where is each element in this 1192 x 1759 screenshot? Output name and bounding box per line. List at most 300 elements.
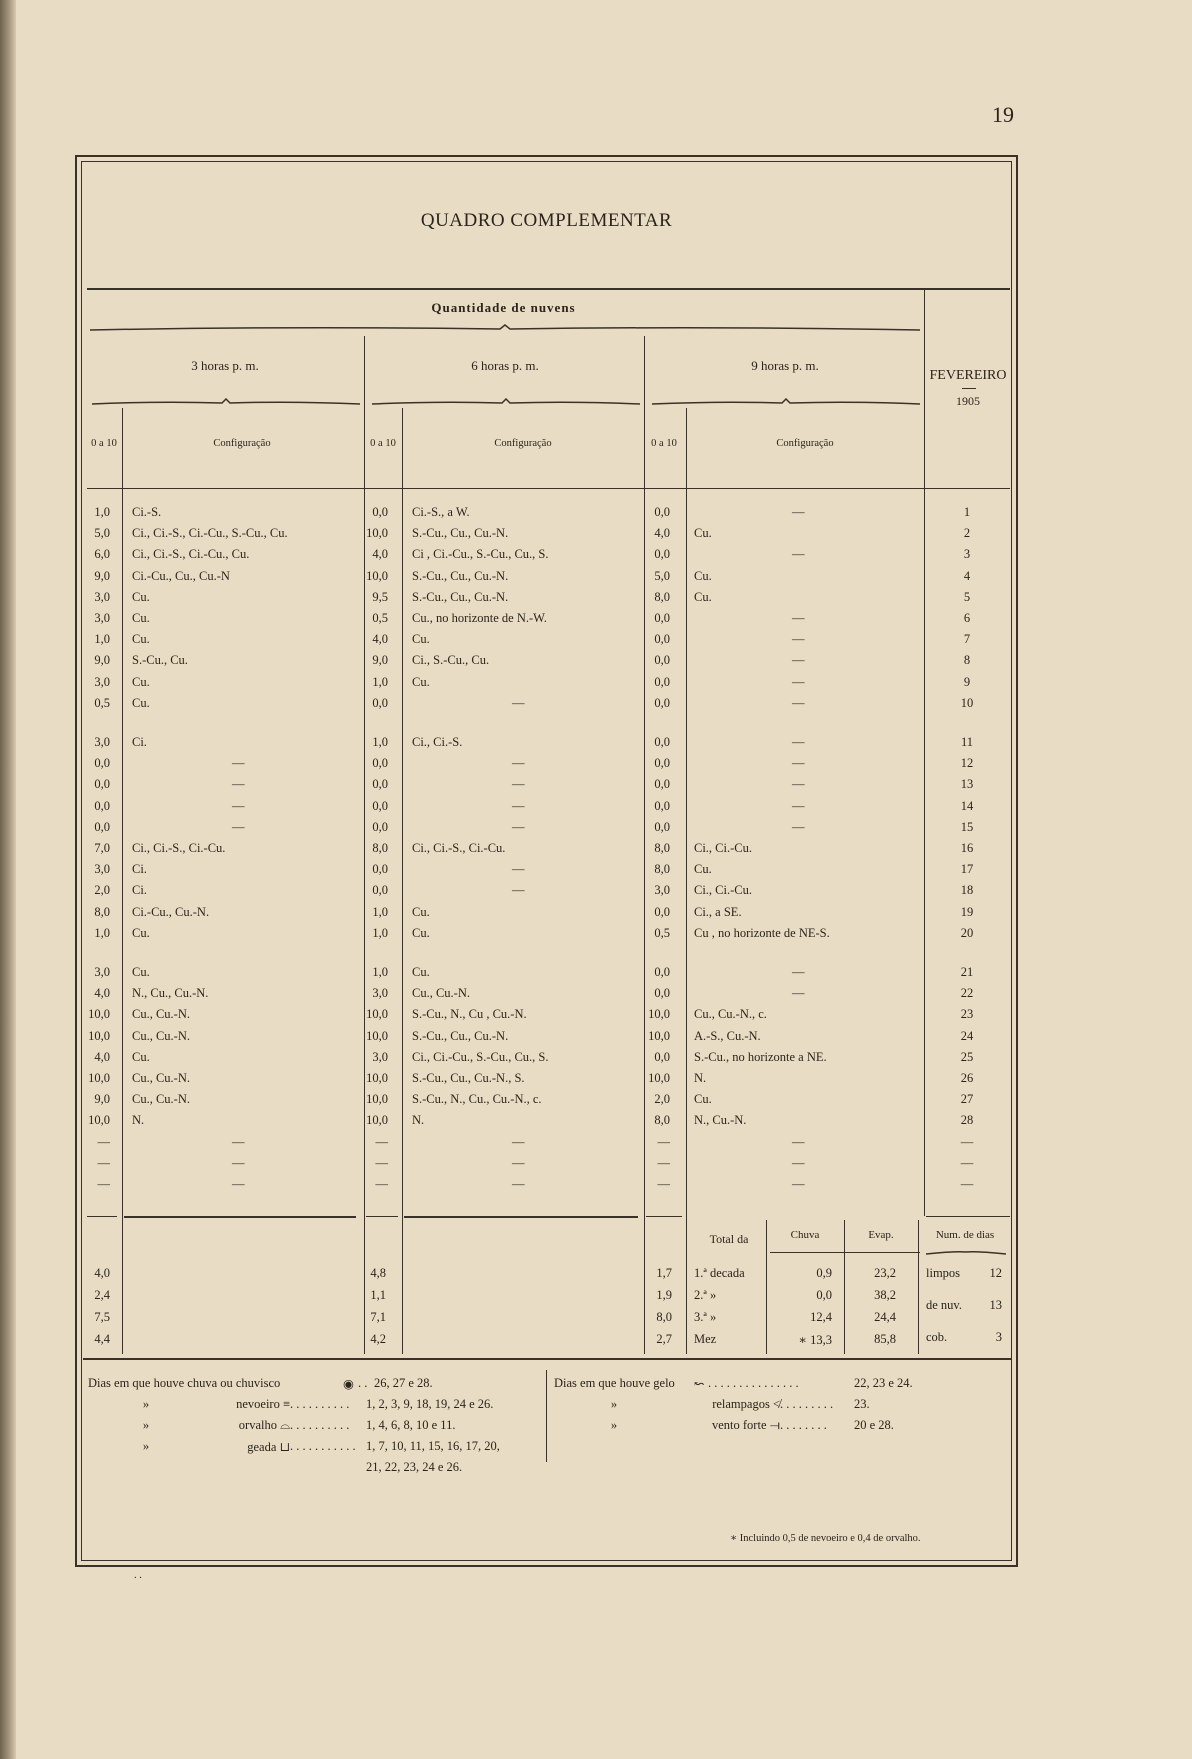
cloud-amount-9pm: 0,0 [654, 695, 670, 710]
period-3pm-header: 3 horas p. m. [191, 358, 259, 373]
note-value: 1, 7, 10, 11, 15, 16, 17, 20, [366, 1439, 500, 1453]
cloud-config-3pm: Ci.-Cu., Cu.-N. [132, 904, 210, 919]
note-dots: . . . . . . . . . . . . . . . [708, 1376, 799, 1390]
cloud-amount-3pm: 3,0 [94, 735, 110, 749]
day-number: 22 [960, 986, 974, 1001]
cloud-config-9pm: — [792, 695, 805, 710]
cloud-amount-3pm: 3,0 [94, 611, 110, 625]
cloud-amount-6pm: 10,0 [366, 1071, 388, 1085]
cloud-config-6pm: — [512, 777, 525, 792]
cloud-amount-9pm: 0,0 [654, 1049, 670, 1064]
summary-mean-9pm: 1,7 [656, 1266, 672, 1280]
notes-divider [546, 1370, 547, 1462]
note-label: orvalho ⌓ [238, 1418, 290, 1432]
summary-rule-3 [366, 1216, 398, 1217]
cloud-config-9pm: S.-Cu., no horizonte a NE. [694, 1049, 827, 1064]
cloud-amount-3pm: 0,0 [94, 798, 110, 813]
summary-evap: 85,8 [874, 1332, 896, 1346]
cloud-amount-3pm: 1,0 [94, 505, 110, 519]
cloud-amount-6pm: 0,0 [372, 798, 388, 813]
cloud-config-6pm: S.-Cu., Cu., Cu.-N. [412, 568, 509, 583]
cloud-config-9pm: — [792, 611, 805, 625]
bottom-dots: . . [134, 1570, 142, 1581]
note-dots: . . [358, 1376, 368, 1390]
cloud-amount-6pm: 0,5 [372, 611, 388, 625]
summary-period-label: Mez [694, 1332, 717, 1346]
days-limpos-value: 12 [989, 1266, 1002, 1280]
day-number: 13 [960, 777, 974, 792]
cloud-config-6pm: Cu. [412, 925, 430, 940]
cloud-amount-9pm: 0,0 [654, 674, 670, 689]
summ-vline-e [122, 1216, 123, 1354]
day-number: 15 [960, 819, 974, 834]
notes-rule [83, 1358, 1012, 1360]
day-number: — [960, 1134, 974, 1149]
cloud-config-9pm: — [792, 505, 805, 519]
cloud-amount-3pm: 3,0 [94, 862, 110, 877]
summ-vline-c [918, 1220, 919, 1354]
cloud-config-9pm: — [792, 756, 805, 771]
vline-month [924, 290, 925, 1216]
cloud-config-3pm: — [232, 1134, 245, 1149]
cloud-config-3pm: — [232, 798, 245, 813]
day-number: 11 [960, 735, 974, 749]
month-dash [962, 388, 976, 389]
day-number: 5 [963, 589, 971, 604]
cloud-amount-6pm: 10,0 [366, 1028, 388, 1043]
cloud-amount-3pm: 0,0 [94, 819, 110, 834]
cloud-amount-6pm: 10,0 [366, 526, 388, 541]
cloud-config-3pm: Cu. [132, 611, 150, 625]
cloud-amount-9pm: 8,0 [654, 1113, 670, 1128]
note-ditto: » [142, 1397, 150, 1411]
cloud-config-3pm: Ci.-S. [132, 505, 162, 519]
cloud-amount-3pm: — [97, 1155, 110, 1170]
cloud-amount-6pm: 1,0 [372, 965, 388, 979]
cloud-config-6pm: — [512, 695, 525, 710]
cloud-config-3pm: S.-Cu., Cu. [132, 653, 188, 668]
cloud-amount-3pm: 8,0 [94, 904, 110, 919]
cloud-amount-6pm: — [375, 1155, 388, 1170]
cloud-amount-6pm: 0,0 [372, 505, 388, 519]
day-number: 16 [960, 841, 974, 855]
cloud-amount-9pm: 8,0 [654, 862, 670, 877]
cloud-config-3pm: — [232, 756, 245, 771]
cloud-amount-9pm: 0,5 [654, 925, 670, 940]
cloud-config-9pm: — [792, 547, 805, 562]
cloud-config-6pm: — [512, 862, 525, 877]
cloud-amount-6pm: 10,0 [366, 1092, 388, 1107]
cloud-config-9pm: N., Cu.-N. [694, 1113, 747, 1128]
cloud-amount-3pm: 9,0 [94, 568, 110, 583]
cloud-amount-3pm: 4,0 [94, 986, 110, 1001]
cloud-amount-3pm: 10,0 [88, 1113, 110, 1128]
cloud-amount-6pm: 9,5 [372, 589, 388, 604]
cloud-config-6pm: Cu. [412, 632, 430, 647]
note-label: relampagos ≮ [712, 1397, 780, 1411]
summary-mean-3pm: 4,4 [94, 1332, 110, 1346]
scale-3pm: 0 a 10 [91, 438, 117, 449]
cloud-amount-9pm: 0,0 [654, 819, 670, 834]
cloud-amount-9pm: 8,0 [654, 841, 670, 855]
summary-period-label: 3.ª » [694, 1310, 717, 1324]
cloud-amount-6pm: 3,0 [372, 1049, 388, 1064]
cloud-config-9pm: Ci., Ci.-Cu. [694, 841, 752, 855]
summary-mean-9pm: 1,9 [656, 1288, 672, 1302]
cloud-config-3pm: — [232, 1177, 245, 1191]
day-number: 9 [963, 674, 971, 689]
period-9pm-header: 9 horas p. m. [751, 358, 819, 373]
note-rain-prefix: Dias em que houve chuva ou chuvisco [88, 1376, 281, 1390]
note-label: vento forte ⟞ [712, 1418, 780, 1432]
cloud-amount-3pm: 6,0 [94, 547, 110, 562]
day-number: 6 [963, 611, 971, 625]
summary-mean-3pm: 2,4 [94, 1288, 110, 1302]
note-dots: . . . . . . . . . . . [290, 1439, 356, 1453]
cloud-config-6pm: Cu. [412, 904, 430, 919]
day-number: 12 [960, 756, 974, 771]
cloud-config-3pm: Ci. [132, 883, 147, 898]
summary-chuva: 12,4 [810, 1310, 832, 1324]
cloud-amount-9pm: 0,0 [654, 735, 670, 749]
config-3pm: Configuração [213, 438, 271, 449]
note-value: 20 e 28. [854, 1418, 894, 1432]
cloud-amount-9pm: 2,0 [654, 1092, 670, 1107]
cloud-config-3pm: — [232, 1155, 245, 1170]
cloud-amount-9pm: — [657, 1177, 670, 1191]
summary-rule-4 [404, 1216, 638, 1218]
cloud-config-6pm: — [512, 1134, 525, 1149]
note-value: 22, 23 e 24. [854, 1376, 913, 1390]
cloud-config-9pm: — [792, 653, 805, 668]
summary-mean-6pm: 4,2 [370, 1332, 386, 1346]
cloud-amount-3pm: 5,0 [94, 526, 110, 541]
cloud-amount-6pm: 3,0 [372, 986, 388, 1001]
day-number: — [960, 1155, 974, 1170]
cloud-config-6pm: — [512, 1177, 525, 1191]
days-nuv-label: de nuv. [926, 1298, 962, 1312]
cloud-config-6pm: — [512, 883, 525, 898]
cloud-amount-3pm: 9,0 [94, 1092, 110, 1107]
cloud-amount-9pm: 10,0 [648, 1028, 670, 1043]
cloud-config-9pm: — [792, 632, 805, 647]
day-number: 25 [960, 1049, 974, 1064]
scale-9pm: 0 a 10 [651, 438, 677, 449]
cloud-amount-9pm: 0,0 [654, 653, 670, 668]
numdias-swash [926, 1248, 1006, 1256]
month-label: FEVEREIRO [929, 368, 1007, 383]
cloud-config-3pm: Ci., Ci.-S., Ci.-Cu., S.-Cu., Cu. [132, 526, 288, 541]
cloud-config-6pm: N. [412, 1113, 425, 1128]
note-label: nevoeiro ≡ [236, 1397, 290, 1411]
cloud-amount-9pm: — [657, 1134, 670, 1149]
note-dots: . . . . . . . . . . [290, 1418, 350, 1432]
cloud-config-6pm: S.-Cu., N., Cu , Cu.-N. [412, 1007, 527, 1022]
cloud-amount-9pm: 0,0 [654, 904, 670, 919]
summary-mean-9pm: 8,0 [656, 1310, 672, 1324]
cloud-amount-3pm: 0,0 [94, 777, 110, 792]
cloud-config-6pm: — [512, 1155, 525, 1170]
cloud-config-9pm: — [792, 674, 805, 689]
cloud-config-9pm: A.-S., Cu.-N. [694, 1028, 761, 1043]
cloud-amount-3pm: 9,0 [94, 653, 110, 668]
day-number: 3 [963, 547, 971, 562]
note-value: 26, 27 e 28. [374, 1376, 433, 1390]
summary-header-total: Total da [709, 1232, 749, 1246]
cloud-amount-6pm: 10,0 [366, 1007, 388, 1022]
day-number: 27 [960, 1092, 974, 1107]
cloud-config-6pm: — [512, 756, 525, 771]
cloud-amount-9pm: 0,0 [654, 505, 670, 519]
scale-6pm: 0 a 10 [370, 438, 396, 449]
cloud-amount-9pm: 0,0 [654, 986, 670, 1001]
cloud-config-9pm: N. [694, 1071, 707, 1085]
summary-header-rule-a [770, 1252, 920, 1253]
cloud-config-6pm: Cu., no horizonte de N.-W. [412, 611, 547, 625]
cloud-config-3pm: Cu., Cu.-N. [132, 1028, 190, 1043]
vline-3pm-sep [122, 408, 123, 1216]
cloud-config-9pm: — [792, 798, 805, 813]
note-ditto: » [610, 1418, 618, 1432]
note-value: 1, 2, 3, 9, 18, 19, 24 e 26. [366, 1397, 494, 1411]
period-9pm-swash [652, 398, 920, 406]
cloud-amount-3pm: 3,0 [94, 965, 110, 979]
book-spine [0, 0, 16, 1759]
cloud-amount-6pm: 1,0 [372, 925, 388, 940]
days-cob-label: cob. [926, 1330, 948, 1344]
cloud-config-3pm: Cu. [132, 695, 150, 710]
cloud-config-9pm: — [792, 819, 805, 834]
cloud-config-9pm: Ci., a SE. [694, 904, 742, 919]
summary-header-numdias: Num. de dias [935, 1229, 995, 1241]
cloud-amount-9pm: 10,0 [648, 1007, 670, 1022]
year-label: 1905 [956, 394, 980, 408]
cloud-config-3pm: Cu. [132, 589, 150, 604]
cloud-amount-6pm: 1,0 [372, 735, 388, 749]
cloud-config-9pm: Cu. [694, 526, 712, 541]
cloud-amount-6pm: 0,0 [372, 756, 388, 771]
config-6pm: Configuração [494, 438, 552, 449]
cloud-amount-3pm: 7,0 [94, 841, 110, 855]
cloud-config-6pm: Ci , Ci.-Cu., S.-Cu., Cu., S. [412, 547, 549, 562]
cloud-config-9pm: Ci., Ci.-Cu. [694, 883, 752, 898]
cloud-config-3pm: — [232, 777, 245, 792]
cloud-config-6pm: Ci.-S., a W. [412, 505, 470, 519]
summary-evap: 38,2 [874, 1288, 896, 1302]
rain-icon: ◉ [343, 1377, 354, 1391]
day-number: 10 [960, 695, 974, 710]
summary-rule-1 [87, 1216, 117, 1217]
summ-vline-d [686, 1216, 687, 1354]
cloud-config-9pm: — [792, 965, 805, 979]
day-number: — [960, 1177, 974, 1191]
cloud-amount-6pm: 10,0 [366, 1113, 388, 1128]
summary-period-label: 1.ª decada [694, 1266, 745, 1280]
cloud-amount-3pm: 2,0 [94, 883, 110, 898]
days-limpos-label: limpos [926, 1266, 961, 1280]
cloud-config-3pm: Cu., Cu.-N. [132, 1092, 190, 1107]
cloud-config-9pm: Cu , no horizonte de NE-S. [694, 925, 830, 940]
cloud-config-6pm: — [512, 798, 525, 813]
cloud-amount-9pm: 10,0 [648, 1071, 670, 1085]
cloud-config-6pm: Ci., Ci.-S. [412, 735, 463, 749]
cloud-config-9pm: — [792, 735, 805, 749]
footnote: ∗ Incluindo 0,5 de nevoeiro e 0,4 de orvalho. [730, 1533, 921, 1544]
cloud-amount-6pm: 0,0 [372, 819, 388, 834]
cloud-amount-9pm: 8,0 [654, 589, 670, 604]
cloud-config-6pm: Cu. [412, 674, 430, 689]
summary-header-chuva: Chuva [790, 1229, 820, 1241]
summary-rule-2 [124, 1216, 356, 1218]
note-dots: . . . . . . . . . . [290, 1397, 350, 1411]
section-header: Quantidade de nuvens [431, 300, 576, 315]
summary-rule-6 [926, 1216, 1010, 1217]
cloud-amount-3pm: — [97, 1177, 110, 1191]
note-value: 21, 22, 23, 24 e 26. [366, 1460, 463, 1474]
vline-9pm-sep [686, 408, 687, 1216]
summary-rule-5 [646, 1216, 682, 1217]
cloud-amount-9pm: 5,0 [654, 568, 670, 583]
summary-mean-9pm: 2,7 [656, 1332, 672, 1346]
cloud-config-6pm: Cu., Cu.-N. [412, 986, 470, 1001]
cloud-config-9pm: — [792, 1134, 805, 1149]
cloud-config-6pm: S.-Cu., Cu., Cu.-N. [412, 1028, 509, 1043]
cloud-config-6pm: Cu. [412, 965, 430, 979]
note-value: 23. [854, 1397, 870, 1411]
cloud-amount-6pm: 4,0 [372, 547, 388, 562]
cloud-amount-6pm: 1,0 [372, 904, 388, 919]
section-swash [90, 324, 920, 332]
cloud-config-3pm: Cu. [132, 925, 150, 940]
day-number: 24 [960, 1028, 974, 1043]
cloud-amount-6pm: 8,0 [372, 841, 388, 855]
cloud-config-3pm: Ci.-Cu., Cu., Cu.-N [132, 568, 230, 583]
note-ditto: » [610, 1397, 618, 1411]
cloud-amount-6pm: 1,0 [372, 674, 388, 689]
summary-chuva: ∗ 13,3 [798, 1333, 832, 1347]
cloud-amount-6pm: — [375, 1177, 388, 1191]
summary-mean-6pm: 7,1 [370, 1310, 386, 1324]
cloud-amount-3pm: 1,0 [94, 632, 110, 647]
cloud-amount-9pm: 0,0 [654, 611, 670, 625]
summary-header-evap: Evap. [868, 1229, 894, 1241]
cloud-amount-6pm: 0,0 [372, 695, 388, 710]
note-label: geada ⊔ [247, 1440, 290, 1454]
vline-6pm-sep [402, 408, 403, 1216]
cloud-config-9pm: Cu. [694, 568, 712, 583]
note-dots: . . . . . . . . [780, 1418, 827, 1432]
title-rule [87, 288, 1010, 290]
summ-vline-b [844, 1220, 845, 1354]
cloud-amount-9pm: 4,0 [654, 526, 670, 541]
days-cob-value: 3 [995, 1330, 1002, 1344]
cloud-config-9pm: Cu. [694, 589, 712, 604]
summary-mean-6pm: 1,1 [370, 1288, 386, 1302]
cloud-config-6pm: Ci., Ci.-S., Ci.-Cu. [412, 841, 506, 855]
cloud-amount-9pm: 0,0 [654, 777, 670, 792]
summ-vline-g [402, 1216, 403, 1354]
cloud-amount-3pm: 1,0 [94, 925, 110, 940]
cloud-amount-9pm: 3,0 [654, 883, 670, 898]
day-number: 19 [960, 904, 974, 919]
cloud-config-9pm: — [792, 1155, 805, 1170]
cloud-amount-3pm: — [97, 1134, 110, 1149]
summary-mean-3pm: 4,0 [94, 1266, 110, 1280]
cloud-amount-9pm: 0,0 [654, 756, 670, 771]
cloud-amount-6pm: 0,0 [372, 862, 388, 877]
cloud-amount-3pm: 10,0 [88, 1007, 110, 1022]
cloud-amount-3pm: 3,0 [94, 674, 110, 689]
cloud-config-6pm: S.-Cu., Cu., Cu.-N. [412, 526, 509, 541]
day-number: 7 [963, 632, 971, 647]
cloud-amount-6pm: 9,0 [372, 653, 388, 668]
summary-chuva: 0,0 [816, 1288, 832, 1302]
cloud-config-3pm: Ci., Ci.-S., Ci.-Cu. [132, 841, 226, 855]
summary-evap: 23,2 [874, 1266, 896, 1280]
cloud-config-3pm: Cu. [132, 1049, 150, 1064]
note-value: 1, 4, 6, 8, 10 e 11. [366, 1418, 456, 1432]
cloud-amount-9pm: — [657, 1155, 670, 1170]
note-ditto: » [142, 1439, 150, 1453]
cloud-config-6pm: Ci., Ci.-Cu., S.-Cu., Cu., S. [412, 1049, 549, 1064]
period-3pm-swash [92, 398, 360, 406]
cloud-amount-3pm: 10,0 [88, 1028, 110, 1043]
cloud-amount-3pm: 0,5 [94, 695, 110, 710]
day-number: 17 [960, 862, 974, 877]
cloud-config-3pm: Cu. [132, 965, 150, 979]
day-number: 14 [960, 798, 974, 813]
cloud-amount-6pm: — [375, 1134, 388, 1149]
cloud-amount-6pm: 0,0 [372, 777, 388, 792]
summary-period-label: 2.ª » [694, 1288, 717, 1302]
cloud-config-3pm: — [232, 819, 245, 834]
cloud-config-6pm: Ci., S.-Cu., Cu. [412, 653, 490, 668]
cloud-amount-9pm: 0,0 [654, 798, 670, 813]
cloud-amount-6pm: 0,0 [372, 883, 388, 898]
summary-mean-3pm: 7,5 [94, 1310, 110, 1324]
day-number: 21 [960, 965, 974, 979]
cloud-config-6pm: S.-Cu., Cu., Cu.-N. [412, 589, 509, 604]
cloud-config-9pm: — [792, 986, 805, 1001]
cloud-config-6pm: — [512, 819, 525, 834]
day-number: 8 [963, 653, 971, 668]
cloud-amount-3pm: 3,0 [94, 589, 110, 604]
cloud-amount-9pm: 0,0 [654, 547, 670, 562]
period-6pm-header: 6 horas p. m. [471, 358, 539, 373]
cloud-config-9pm: — [792, 777, 805, 792]
summary-mean-6pm: 4,8 [370, 1266, 386, 1280]
cloud-config-3pm: Ci. [132, 735, 147, 749]
day-number: 20 [960, 925, 974, 940]
period-6pm-swash [372, 398, 640, 406]
cloud-amount-9pm: 0,0 [654, 632, 670, 647]
cloud-amount-3pm: 4,0 [94, 1049, 110, 1064]
cloud-config-3pm: Cu. [132, 632, 150, 647]
header-rule [87, 488, 1010, 489]
cloud-config-9pm: Cu. [694, 1092, 712, 1107]
cloud-config-3pm: Ci., Ci.-S., Ci.-Cu., Cu. [132, 547, 250, 562]
ice-icon: ↜ [694, 1377, 705, 1391]
note-ice-prefix: Dias em que houve gelo [554, 1376, 675, 1390]
day-number: 2 [963, 526, 971, 541]
cloud-amount-6pm: 4,0 [372, 632, 388, 647]
day-number: 28 [960, 1113, 974, 1128]
cloud-amount-9pm: 0,0 [654, 965, 670, 979]
cloud-amount-3pm: 0,0 [94, 756, 110, 771]
cloud-config-3pm: Cu. [132, 674, 150, 689]
cloud-config-9pm: — [792, 1177, 805, 1191]
days-nuv-value: 13 [989, 1298, 1002, 1312]
